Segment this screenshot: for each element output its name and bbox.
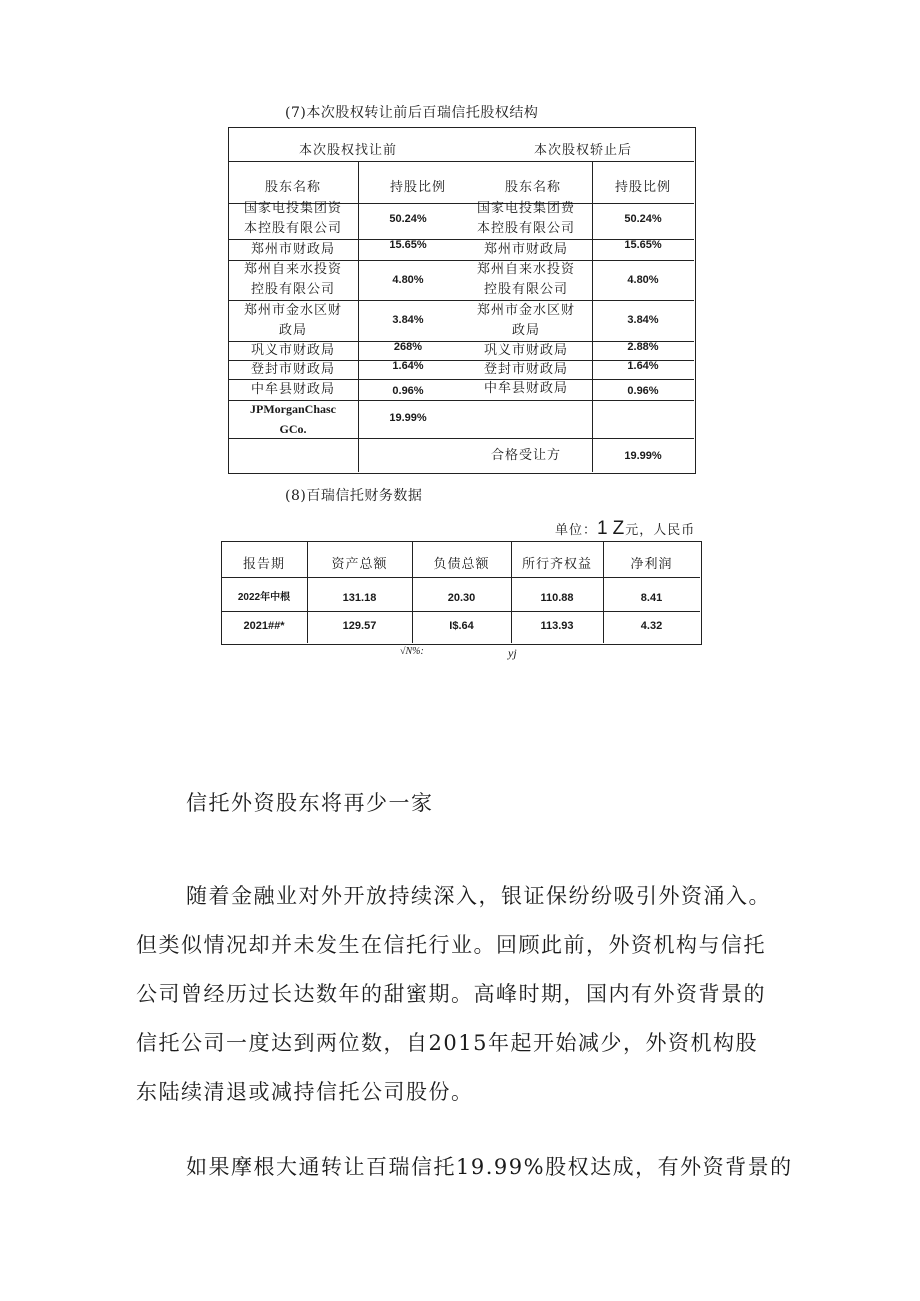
table-cell: I$.64 [449, 620, 474, 632]
table1-caption: (7)本次股权转让前后百瑞信托股权结构 [285, 105, 539, 121]
table-cell: 50.24% [389, 213, 427, 225]
table-cell: 4.32 [640, 620, 663, 632]
table-cell: 4.80% [627, 274, 659, 286]
header-net-profit: 净利润 [630, 557, 673, 572]
after-transfer-header: 本次股权轿止后 [533, 143, 632, 158]
table-footnote-left: √N%: [400, 646, 424, 657]
table-cell: 20.30 [447, 592, 476, 604]
table-cell: 2022年中根 [237, 592, 291, 603]
table-cell: 19.99% [624, 450, 662, 462]
table-cell: 3.84% [627, 314, 659, 326]
table-cell: JPMorganChasc GCo. [250, 402, 336, 436]
table-cell: 15.65% [624, 239, 662, 251]
table-cell: 登封市财政局 [483, 361, 568, 377]
table-cell: 合格受让方 [490, 448, 561, 463]
table-cell: 中牟县财政局 [483, 380, 568, 396]
table-cell: 郑州自来水投资 控股有限公司 [243, 262, 342, 297]
table-cell: 郑州市金水区财 政局 [476, 302, 575, 338]
table-cell: 国家电投集团资 本控股有限公司 [243, 201, 342, 236]
paragraph-line: 公司曾经历过长达数年的甜蜜期。高峰时期，国内有外资背景的 [136, 982, 766, 1006]
col-ratio-after: 持股比例 [614, 180, 671, 195]
table-cell: 113.93 [540, 620, 574, 632]
table-cell: 15.65% [389, 239, 427, 251]
header-total-liabilities: 负债总额 [433, 557, 490, 572]
financial-data-table [221, 541, 702, 645]
table-cell: 8.41 [640, 592, 663, 604]
table-footnote-right: yj [508, 646, 517, 660]
table-cell: 国家电投集团费 本控股有限公司 [476, 201, 575, 236]
table-cell: 1.64% [627, 360, 659, 372]
table-cell: 131.18 [342, 592, 377, 604]
table-cell: 2.88% [627, 341, 659, 353]
col-shareholder-after: 股东名称 [504, 180, 561, 195]
paragraph-line: 随着金融业对外开放持续深入，银证保纷纷吸引外资涌入。 [186, 884, 771, 908]
section-heading: 信托外资股东将再少一家 [186, 791, 434, 815]
header-equity: 所行齐权益 [521, 557, 592, 572]
col-shareholder-before: 股东名称 [264, 180, 321, 195]
shareholding-table [228, 127, 696, 474]
header-period: 报告期 [242, 557, 285, 572]
table-cell: 巩义市财政局 [483, 342, 568, 358]
table-cell: 129.57 [342, 620, 377, 632]
col-ratio-before: 持股比例 [389, 180, 446, 195]
unit-label: 单位：1 Z元，人民币 [555, 518, 696, 539]
table-cell: 1.64% [392, 360, 424, 372]
table-cell: 巩义市财政局 [250, 342, 335, 358]
table-cell: 郑州市财政局 [483, 241, 568, 257]
before-transfer-header: 本次股权找让前 [298, 143, 397, 158]
paragraph-line: 信托公司一度达到两位数，自2015年起开始减少，外资机构股 [136, 1031, 758, 1055]
paragraph-line: 但类似情况却并未发生在信托行业。回顾此前，外资机构与信托 [136, 933, 766, 957]
table-cell: 110.88 [540, 592, 574, 604]
table-cell: 登封市财政局 [250, 361, 335, 377]
table-cell: 2021##* [243, 620, 285, 632]
table2-caption: (8)百瑞信托财务数据 [285, 488, 423, 504]
table-cell: 0.96% [392, 385, 424, 397]
table-cell: 郑州市财政局 [250, 241, 335, 257]
table-cell: 0.96% [627, 385, 659, 397]
table-cell: 郑州市金水区财 政局 [243, 302, 342, 338]
table-cell: 郑州自来水投资 控股有限公司 [476, 262, 575, 297]
table-cell: 3.84% [392, 314, 424, 326]
paragraph-line: 如果摩根大通转让百瑞信托19.99%股权达成，有外资背景的 [186, 1155, 793, 1179]
paragraph-line: 东陆续清退或减持信托公司股份。 [136, 1080, 474, 1104]
table-cell: 50.24% [624, 213, 662, 225]
table-cell: 4.80% [392, 274, 424, 286]
table-cell: 中牟县财政局 [250, 381, 335, 397]
table-cell: 268% [393, 341, 423, 353]
table-cell: 19.99% [389, 412, 427, 424]
header-total-assets: 资产总额 [331, 557, 388, 572]
